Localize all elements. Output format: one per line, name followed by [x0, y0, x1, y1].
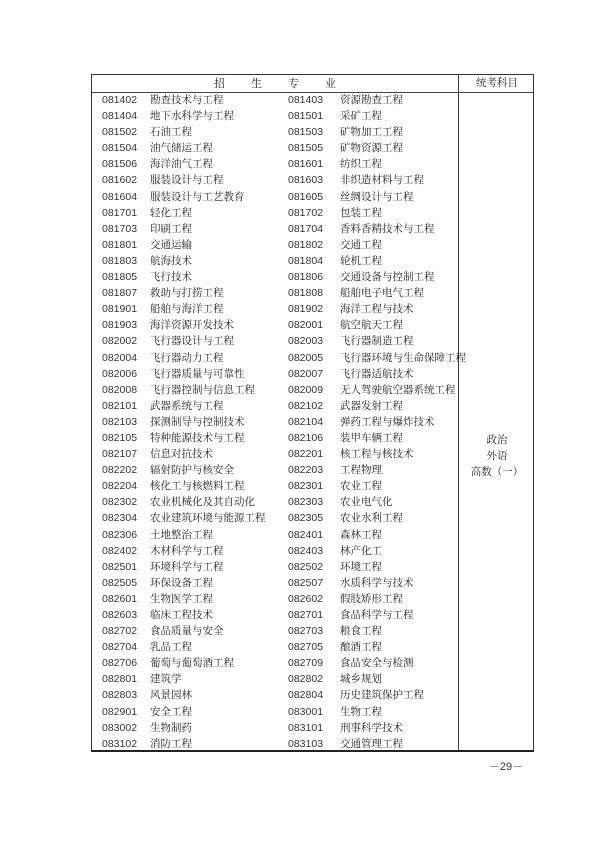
major-name: 食品安全与检测 — [340, 657, 414, 670]
major-code: 082201 — [288, 448, 324, 461]
major-code: 082204 — [102, 480, 138, 493]
major-code: 082007 — [288, 367, 324, 380]
majors-table — [91, 74, 534, 752]
header-char: 专 — [288, 77, 299, 90]
major-code: 082203 — [288, 464, 324, 477]
major-name: 印刷工程 — [150, 222, 192, 235]
major-name: 纺织工程 — [340, 158, 382, 171]
major-code: 081801 — [102, 238, 138, 251]
major-code: 082004 — [102, 351, 138, 364]
major-code: 081903 — [102, 319, 138, 332]
major-name: 勘查技术与工程 — [150, 94, 224, 106]
major-name: 核化工与核燃料工程 — [150, 480, 245, 493]
table-row — [92, 285, 458, 301]
table-row — [92, 237, 458, 253]
major-name: 船舶与海洋工程 — [150, 303, 224, 316]
table-row — [92, 704, 458, 720]
header-char: 生 — [251, 77, 262, 90]
table-row — [92, 607, 458, 623]
major-name: 地下水科学与工程 — [150, 110, 234, 123]
table-row — [92, 446, 458, 462]
major-name: 农业电气化 — [340, 496, 393, 509]
major-code: 081506 — [102, 158, 138, 171]
major-code: 082008 — [102, 383, 138, 396]
major-code: 082305 — [288, 512, 324, 525]
major-name: 轻化工程 — [150, 206, 192, 219]
major-name: 武器发射工程 — [340, 399, 403, 412]
major-code: 082602 — [288, 592, 324, 605]
major-code: 082002 — [102, 335, 138, 348]
major-name: 航海技术 — [150, 254, 192, 267]
major-name: 核工程与核技术 — [340, 448, 414, 461]
table-row — [92, 140, 458, 156]
major-name: 武器系统与工程 — [150, 399, 224, 412]
major-name: 生物医学工程 — [150, 592, 213, 605]
table-row — [92, 736, 458, 752]
table-row — [92, 301, 458, 317]
major-name: 丝绸设计与工程 — [340, 190, 414, 203]
table-body — [92, 92, 466, 752]
table-row — [92, 156, 458, 172]
major-code: 083103 — [288, 737, 324, 750]
major-code: 082009 — [288, 383, 324, 396]
major-name: 农业工程 — [340, 480, 382, 493]
major-name: 香料香精技术与工程 — [340, 222, 435, 235]
major-code: 082403 — [288, 544, 324, 557]
major-code: 082601 — [102, 592, 138, 605]
major-name: 交通运输 — [150, 238, 192, 251]
major-code: 082801 — [102, 673, 138, 686]
major-code: 082104 — [288, 415, 324, 428]
header-majors — [92, 75, 458, 92]
major-name: 飞行器制造工程 — [340, 335, 414, 348]
major-code: 082401 — [288, 528, 324, 541]
major-name: 船舶电子电气工程 — [340, 287, 424, 300]
major-code: 082005 — [288, 351, 324, 364]
table-row — [92, 221, 458, 237]
major-code: 082107 — [102, 448, 138, 461]
major-code: 083102 — [102, 737, 138, 750]
major-name: 非织造材料与工程 — [340, 174, 424, 187]
major-name: 刑事科学技术 — [340, 721, 403, 734]
table-row — [92, 591, 458, 607]
major-name: 葡萄与葡萄酒工程 — [150, 657, 234, 670]
table-row — [92, 687, 458, 703]
major-name: 林产化工 — [340, 544, 382, 557]
major-code: 081603 — [288, 174, 324, 187]
table-row — [92, 543, 458, 559]
table-row — [92, 414, 458, 430]
major-name: 矿物资源工程 — [340, 142, 403, 155]
major-name: 飞行器适航技术 — [340, 367, 414, 380]
major-name: 土地整治工程 — [150, 528, 213, 541]
table-row — [92, 333, 458, 349]
major-name: 食品质量与安全 — [150, 625, 224, 638]
header-exam-subjects: 统考科目 — [476, 77, 518, 89]
major-name: 食品科学与工程 — [340, 609, 414, 621]
table-row — [92, 366, 458, 382]
major-name: 服装设计与工艺教育 — [150, 190, 245, 203]
table-row — [92, 108, 458, 124]
major-name: 无人驾驶航空器系统工程 — [340, 383, 456, 396]
major-code: 081502 — [102, 126, 138, 139]
major-code: 081902 — [288, 303, 324, 316]
major-code: 082105 — [102, 431, 138, 444]
table-row — [92, 494, 458, 510]
major-name: 风景园林 — [150, 689, 192, 702]
major-name: 木材科学与工程 — [150, 544, 224, 557]
major-code: 082803 — [102, 689, 138, 702]
major-code: 081604 — [102, 190, 138, 203]
table-row — [92, 269, 458, 285]
major-code: 081808 — [288, 287, 324, 300]
major-name: 信息对抗技术 — [150, 448, 213, 461]
major-code: 081802 — [288, 238, 324, 251]
major-code: 082706 — [102, 657, 138, 670]
table-row — [92, 398, 458, 414]
major-name: 救助与打捞工程 — [150, 287, 224, 300]
major-code: 082301 — [288, 480, 324, 493]
major-name: 环境工程 — [340, 560, 382, 573]
major-name: 弹药工程与爆炸技术 — [340, 415, 435, 428]
exam-subject: 外语 — [486, 450, 508, 463]
table-row — [92, 462, 458, 478]
table-header — [92, 75, 533, 93]
major-code: 082306 — [102, 528, 138, 541]
exam-subjects-cell — [459, 432, 535, 480]
major-code: 082102 — [288, 399, 324, 412]
major-name: 海洋油气工程 — [150, 158, 213, 171]
table-row — [92, 671, 458, 687]
major-name: 酿酒工程 — [340, 641, 382, 654]
column-divider — [458, 75, 459, 750]
table-row — [92, 124, 458, 140]
major-code: 081703 — [102, 222, 138, 235]
major-code: 081503 — [288, 126, 324, 139]
major-name: 矿物加工工程 — [340, 126, 403, 139]
table-row — [92, 317, 458, 333]
major-code: 081602 — [102, 174, 138, 187]
major-code: 082303 — [288, 496, 324, 509]
page-number: －29－ — [488, 761, 524, 773]
major-code: 082802 — [288, 673, 324, 686]
major-code: 081404 — [102, 110, 138, 123]
major-name: 特种能源技术与工程 — [150, 431, 245, 444]
major-code: 082901 — [102, 705, 138, 718]
table-row — [92, 350, 466, 366]
major-name: 工程物理 — [340, 464, 382, 477]
major-code: 081402 — [102, 94, 138, 106]
major-name: 消防工程 — [150, 737, 192, 750]
table-row — [92, 655, 458, 671]
major-name: 粮食工程 — [340, 625, 382, 638]
major-name: 飞行器控制与信息工程 — [150, 383, 255, 396]
major-name: 探测制导与控制技术 — [150, 415, 245, 428]
major-code: 082101 — [102, 399, 138, 412]
major-name: 包装工程 — [340, 206, 382, 219]
major-name: 假肢矫形工程 — [340, 592, 403, 605]
major-name: 航空航天工程 — [340, 319, 403, 332]
table-row — [92, 205, 458, 221]
major-name: 石油工程 — [150, 126, 192, 139]
major-code: 082702 — [102, 625, 138, 638]
major-code: 081803 — [102, 254, 138, 267]
major-name: 海洋资源开发技术 — [150, 319, 234, 332]
major-name: 辐射防护与核安全 — [150, 464, 234, 477]
major-name: 森林工程 — [340, 528, 382, 541]
major-name: 轮机工程 — [340, 254, 382, 267]
major-name: 生物工程 — [340, 705, 382, 718]
major-code: 082703 — [288, 625, 324, 638]
table-row — [92, 430, 458, 446]
major-code: 082505 — [102, 576, 138, 589]
major-name: 环保设备工程 — [150, 576, 213, 589]
major-code: 082501 — [102, 560, 138, 573]
major-name: 农业建筑环境与能源工程 — [150, 512, 266, 525]
table-row — [92, 527, 458, 543]
major-name: 油气储运工程 — [150, 142, 213, 155]
table-row — [92, 575, 458, 591]
major-code: 082507 — [288, 576, 324, 589]
major-name: 飞行器设计与工程 — [150, 335, 234, 348]
major-code: 081804 — [288, 254, 324, 267]
major-code: 082304 — [102, 512, 138, 525]
major-name: 飞行器动力工程 — [150, 351, 224, 364]
major-name: 交通管理工程 — [340, 737, 403, 750]
major-code: 083101 — [288, 721, 324, 734]
table-row — [92, 559, 458, 575]
major-name: 交通设备与控制工程 — [340, 271, 435, 284]
major-code: 081901 — [102, 303, 138, 316]
major-name: 建筑学 — [150, 673, 182, 686]
major-code: 081501 — [288, 110, 324, 123]
major-name: 服装设计与工程 — [150, 174, 224, 187]
table-row — [92, 172, 458, 188]
major-code: 082402 — [102, 544, 138, 557]
major-name: 历史建筑保护工程 — [340, 689, 424, 702]
table-row — [92, 189, 458, 205]
major-name: 农业机械化及其自动化 — [150, 496, 255, 509]
major-code: 082202 — [102, 464, 138, 477]
major-code: 082804 — [288, 689, 324, 702]
major-code: 081605 — [288, 190, 324, 203]
major-code: 081701 — [102, 206, 138, 219]
table-row — [92, 510, 458, 526]
major-name: 飞行器环境与生命保障工程 — [340, 351, 466, 364]
major-code: 081805 — [102, 271, 138, 284]
major-name: 环境科学与工程 — [150, 560, 224, 573]
major-code: 081403 — [288, 94, 324, 106]
major-code: 082006 — [102, 367, 138, 380]
major-code: 081702 — [288, 206, 324, 219]
major-name: 装甲车辆工程 — [340, 431, 403, 444]
major-code: 082709 — [288, 657, 324, 670]
major-name: 水质科学与技术 — [340, 576, 414, 589]
major-name: 城乡规划 — [340, 673, 382, 686]
major-code: 082705 — [288, 641, 324, 654]
major-code: 082502 — [288, 560, 324, 573]
major-code: 082003 — [288, 335, 324, 348]
major-name: 临床工程技术 — [150, 609, 213, 621]
major-code: 081505 — [288, 142, 324, 155]
table-row — [92, 382, 458, 398]
major-name: 飞行器质量与可靠性 — [150, 367, 245, 380]
major-code: 082704 — [102, 641, 138, 654]
major-name: 乳品工程 — [150, 641, 192, 654]
major-code: 081806 — [288, 271, 324, 284]
major-name: 交通工程 — [340, 238, 382, 251]
major-name: 生物制药 — [150, 721, 192, 734]
major-code: 083002 — [102, 721, 138, 734]
header-char: 业 — [325, 77, 336, 90]
exam-subject: 政治 — [486, 434, 508, 446]
major-code: 082701 — [288, 609, 324, 621]
table-row — [92, 623, 458, 639]
table-row — [92, 478, 458, 494]
major-code: 081601 — [288, 158, 324, 171]
major-code: 082103 — [102, 415, 138, 428]
major-code: 081504 — [102, 142, 138, 155]
major-code: 083001 — [288, 705, 324, 718]
table-row — [92, 92, 458, 108]
major-name: 安全工程 — [150, 705, 192, 718]
table-row — [92, 720, 458, 736]
major-code: 082106 — [288, 431, 324, 444]
major-name: 采矿工程 — [340, 110, 382, 123]
exam-subject: 高数（一） — [470, 466, 524, 479]
major-code: 082603 — [102, 609, 138, 621]
major-name: 飞行技术 — [150, 271, 192, 284]
major-code: 081807 — [102, 287, 138, 300]
major-code: 082001 — [288, 319, 324, 332]
header-char: 招 — [214, 77, 225, 90]
table-row — [92, 639, 458, 655]
major-code: 081704 — [288, 222, 324, 235]
major-name: 农业水利工程 — [340, 512, 403, 525]
major-name: 资源勘查工程 — [340, 94, 403, 106]
major-code: 082302 — [102, 496, 138, 509]
major-name: 海洋工程与技术 — [340, 303, 414, 316]
table-row — [92, 253, 458, 269]
